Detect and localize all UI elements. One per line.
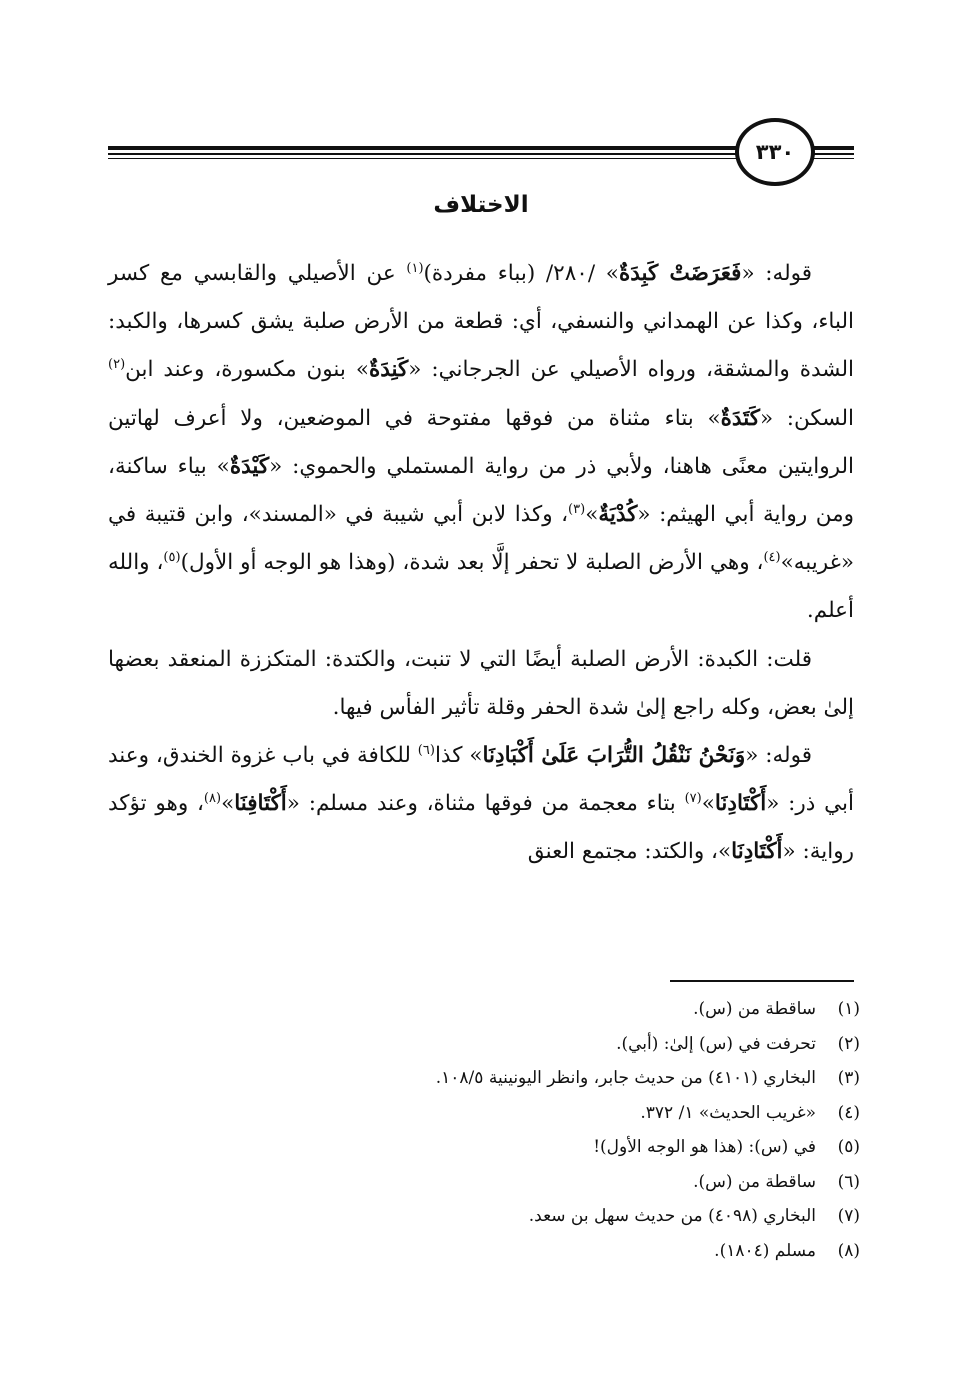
footnote-text: ساقطة من (س). [693,1171,816,1192]
footnote-item [108,1234,860,1269]
footnote-number: (٤) [837,1102,860,1123]
footnote-number: (٥) [837,1137,860,1157]
text-run: قوله: « [745,743,812,769]
text-run: للكافة في باب غزوة الخندق، وعند أبي ذر: « [108,743,854,817]
footnote-item [108,1027,860,1062]
text-run: » بياء ساكنة، ومن رواية أبي الهيثم: « [108,453,854,528]
footnote-number: (١) [837,999,860,1019]
footnote-number: (٢) [837,1033,860,1054]
text-run: عن الأصيلي والقابسي مع كسر الباء، وكذا عن الهمداني والنسفي، أي: قطعة من الأرض صلبة يشق كسرها، والكبد: الشدة والمشقة، ورواه الأصيلي عن الجرجاني: « [108,261,854,383]
text-run: السكن: « [759,405,854,431]
footnote-text: تحرفت في (س) إلىٰ: (أبي). [616,1033,816,1054]
footnote-ref: (١) [406,260,424,276]
text-run: »، والكتد: مجتمع العنق [527,839,732,865]
text-run: » [221,791,235,817]
quoted-term: كَيْدَةٌ [229,453,270,479]
footnote-number: (٦) [837,1171,860,1192]
text-run: ، وهي الأرض الصلبة لا تحفر إلَّا بعد شدة، (وهذا هو الوجه أو الأول) [180,550,764,576]
footnote-item [108,1130,860,1165]
footnote-ref: (٤) [763,550,781,566]
footnote-item [108,1096,860,1131]
quoted-term: كَتَدَةٌ [720,405,760,431]
footnote-number: (٣) [837,1068,860,1088]
text-run: بتاء معجمة من فوقها مثناة، وعند مسلم: « [286,791,685,817]
footnote-ref: (٦) [417,742,435,758]
text-run: قلت: الكبدة: الأرض الصلبة أيضًا التي لا تنبت، والكتدة: المتكززة المنعقد بعضها إلىٰ بعض، وكله راجع إلىٰ شدة الحفر وقلة تأثير الفأس فيها. [108,646,854,720]
quoted-term: أَكْتَادِنَا [731,839,783,865]
text-run: » /٢٨٠/ (بباء مفردة) [423,261,619,286]
footnote-ref: (٥) [163,550,181,566]
text-run: ، وكذا لابن أبي شيبة في «المسند»، وابن قتيبة في «غريبه» [108,502,855,576]
text-run: » بنون مكسورة، وعند ابن [125,357,369,383]
footnote-ref: (٧) [684,791,702,807]
footnote-ref: (٨) [203,791,222,807]
paragraph [108,732,854,877]
footnote-text: ساقطة من (س). [693,999,816,1019]
text-run: » بتاء مثناة من فوقها مفتوحة في الموضعين، ولا أعرف لهاتين الروايتين معنًى هاهنا، ولأبي ذر من رواية المستملي والحموي: « [108,405,854,479]
quoted-term: أَكْتَادِنَا [714,791,767,817]
text-run: ، وهو تؤكد رواية: « [108,791,854,865]
quoted-term: كَنِدَةٌ [368,357,409,383]
section-heading: الاختلاف [433,192,529,218]
main-text [108,250,854,877]
footnote-number: (٧) [837,1206,860,1226]
paragraph [108,250,854,636]
footnote-text: مسلم (١٨٠٤). [714,1240,816,1261]
text-run: » [701,791,715,817]
footnote-ref: (٢) [108,357,126,373]
footnote-number: (٨) [837,1240,860,1261]
text-run: ، والله أعلم. [108,550,854,624]
paragraph [108,636,854,732]
footnote-text: البخاري (٤٠٩٨) من حديث سهل بن سعد. [528,1206,816,1226]
footnote-item [108,1199,860,1234]
footnote-separator [670,980,854,982]
footnote-text: «غريب الحديث» ١/ ٣٧٢. [640,1102,816,1123]
quoted-term: كُدْيَةٌ [598,502,638,528]
text-run: قوله: « [741,261,813,286]
footnotes-list [108,992,860,1268]
page-number-badge: ٣٣٠ [735,118,815,186]
footnote-item [108,992,860,1027]
footnote-item [108,1061,860,1096]
text-run: » كذا [434,743,483,769]
quoted-term: أَكْتَافِنَا [234,791,287,817]
footnote-text: في (س): (هذا هو الوجه الأول)! [593,1137,816,1157]
footnote-text: البخاري (٤١٠١) من حديث جابر، وانظر اليونينية ١٠٨/٥. [435,1068,816,1088]
footnote-item [108,1165,860,1200]
quoted-term: فَعَرَضَتْ كَبِدَةٌ [618,261,742,286]
footnote-ref: (٣) [568,501,586,517]
text-run: » [585,502,599,528]
quoted-term: وَنَحْنُ نَنْقُلُ التُّرَابَ عَلَىٰ أَكْبَادِنَا [482,743,746,769]
